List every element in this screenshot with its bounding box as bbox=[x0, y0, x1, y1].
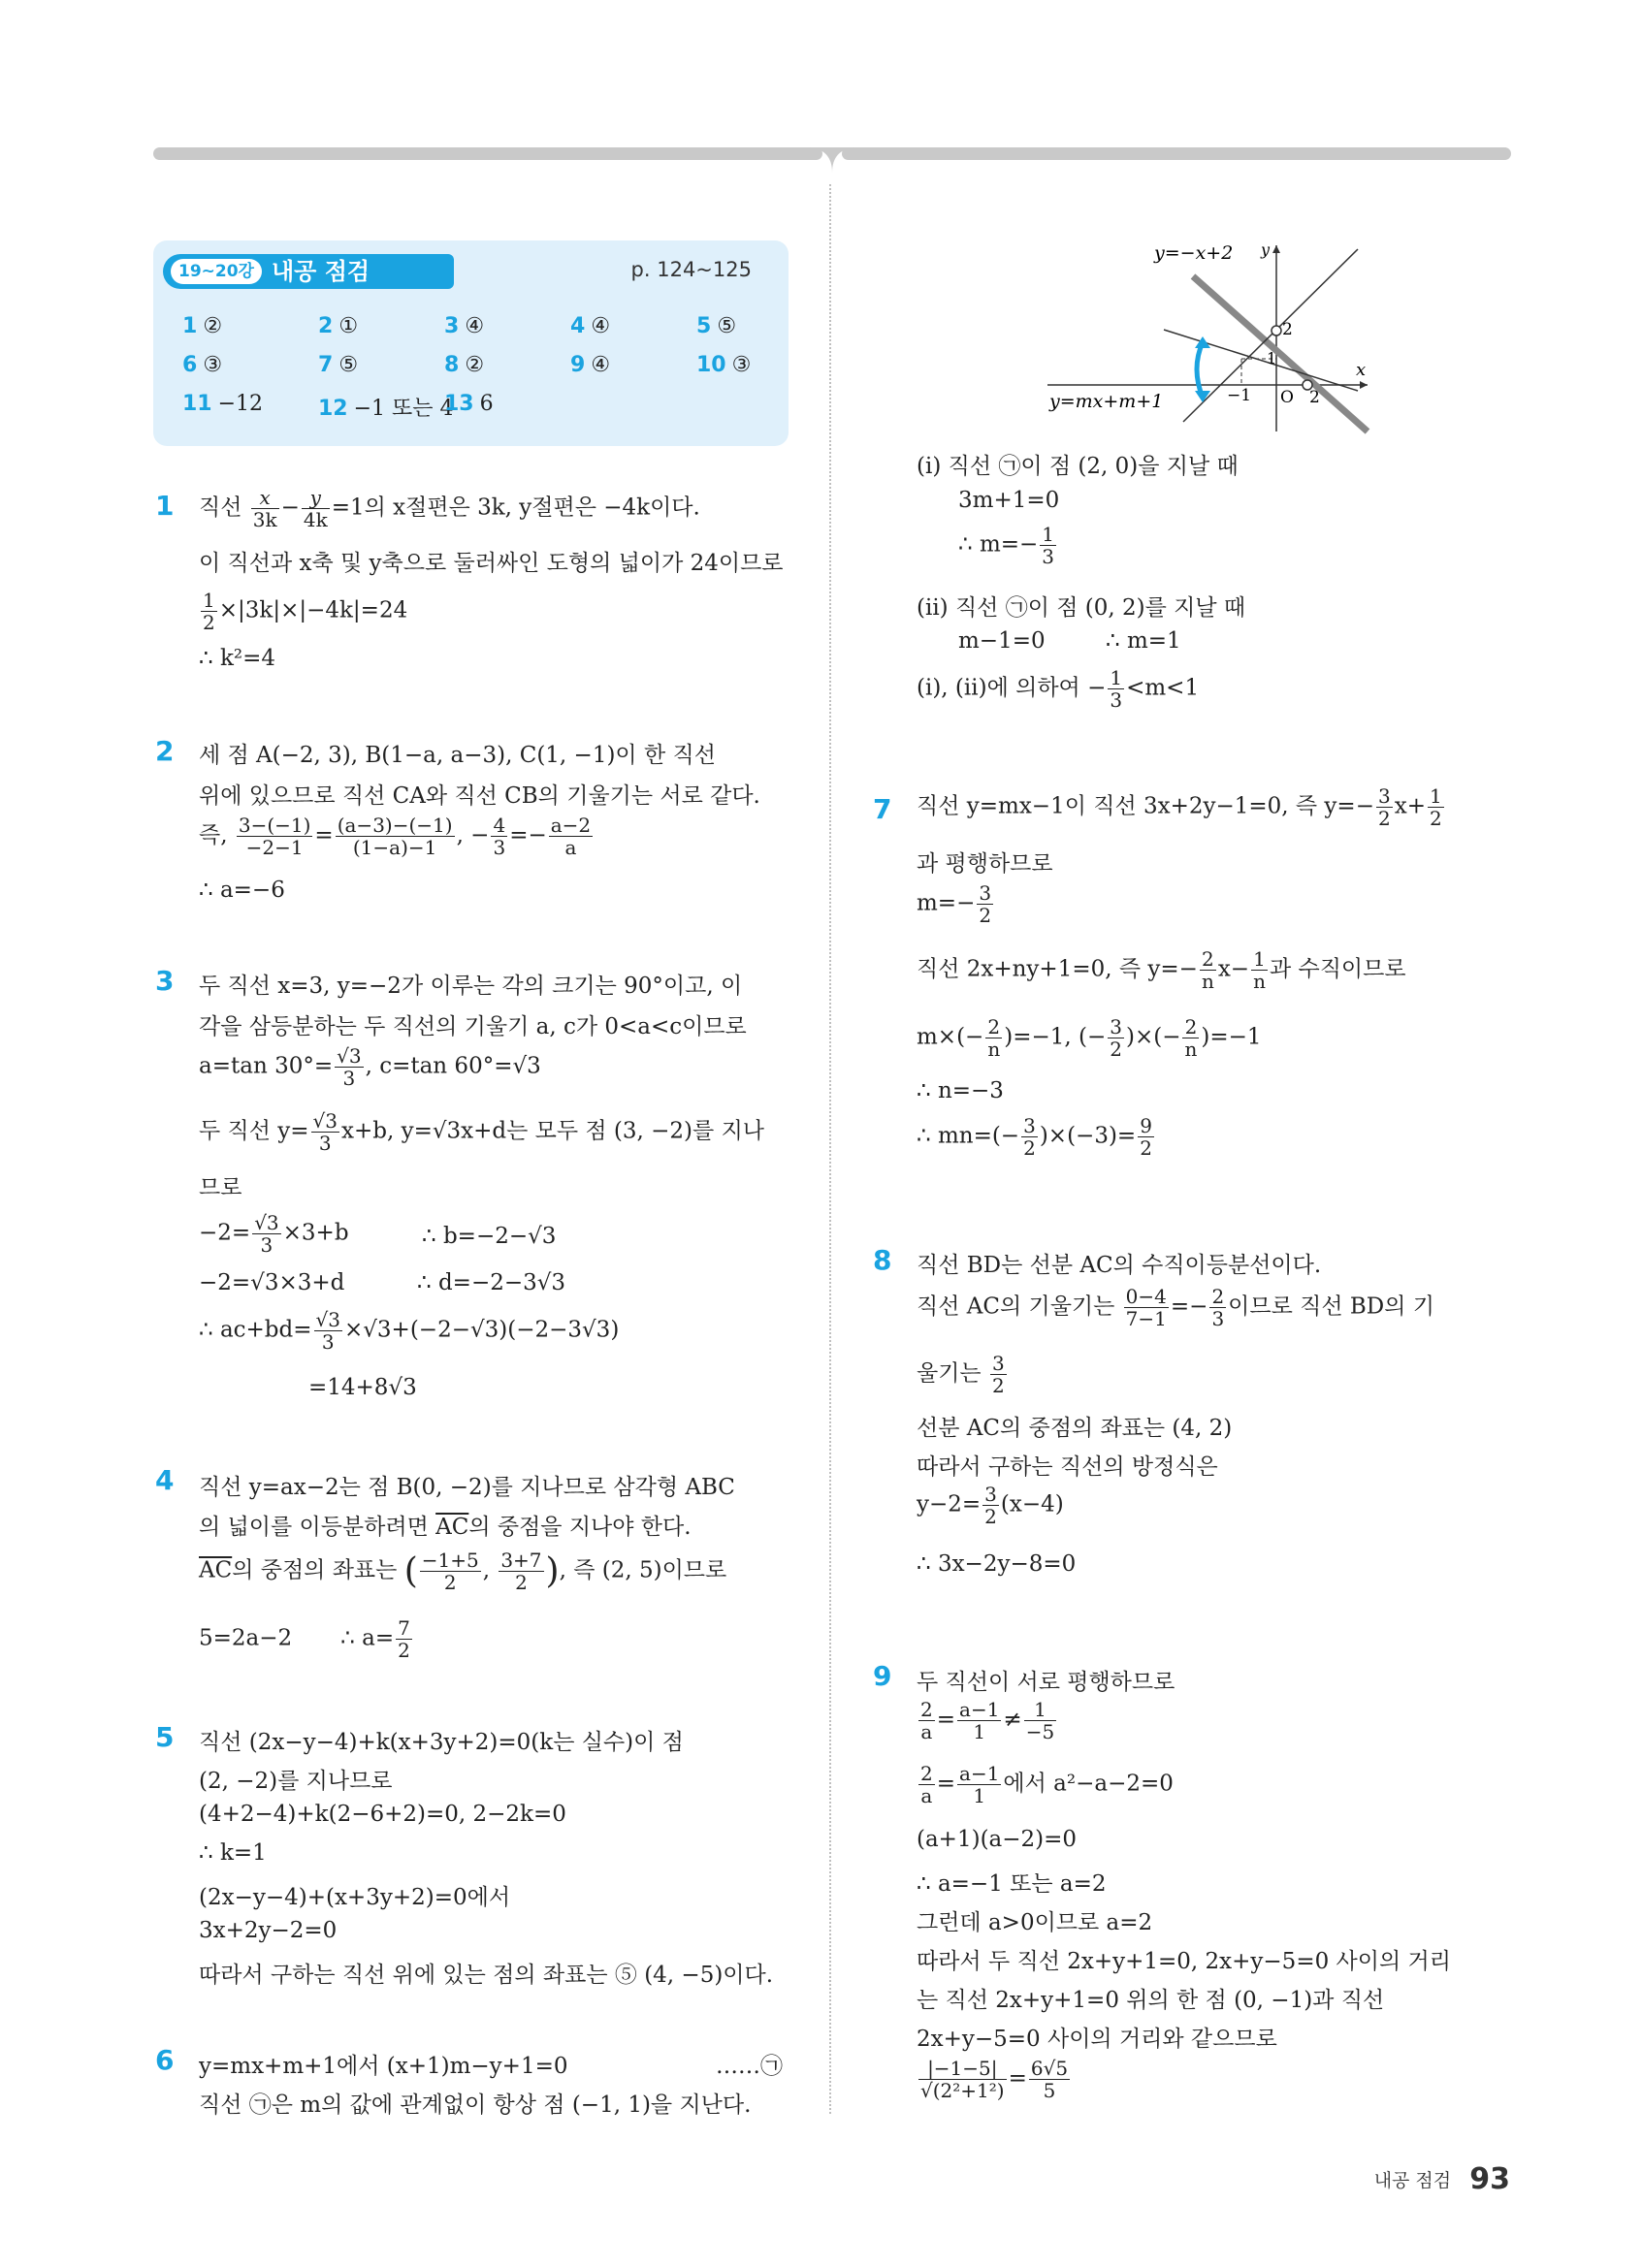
p6-r2: 3m+1=0 bbox=[958, 488, 1060, 513]
p2-line1: 세 점 A(−2, 3), B(1−a, a−3), C(1, −1)이 한 직선 bbox=[199, 743, 716, 768]
p3-line7-result: ∴ d=−2−3√3 bbox=[417, 1270, 566, 1295]
p3-line6: −2= $\frac{√3}{3}$ ×3+b bbox=[199, 1211, 349, 1257]
answer-value: −12 bbox=[217, 392, 264, 416]
p1-line4: ∴ k²=4 bbox=[199, 646, 276, 671]
svg-text:−1: −1 bbox=[1227, 386, 1252, 405]
p4-line2: 의 넓이를 이등분하려면 $\overline{AC}$의 중점을 지나야 한다. bbox=[199, 1515, 692, 1540]
p9-line4: (a+1)(a−2)=0 bbox=[917, 1827, 1078, 1852]
answer-item bbox=[182, 353, 222, 377]
answer-item bbox=[182, 392, 263, 416]
answer-number: 11 bbox=[182, 392, 212, 416]
p2-line4: ∴ a=−6 bbox=[199, 878, 285, 903]
svg-text:O: O bbox=[1280, 388, 1294, 407]
answer-value: ⑤ bbox=[717, 314, 737, 338]
p8-line1: 직선 BD는 선분 AC의 수직이등분선이다. bbox=[917, 1253, 1322, 1278]
svg-text:2: 2 bbox=[1309, 388, 1320, 407]
p6-line2: 직선 ㉠은 m의 값에 관계없이 항상 점 (−1, 1)을 지난다. bbox=[199, 2092, 752, 2118]
p5-line3: (4+2−4)+k(2−6+2)=0, 2−2k=0 bbox=[199, 1802, 566, 1827]
answer-item bbox=[444, 392, 494, 416]
p3-line1: 두 직선 x=3, y=−2가 이루는 각의 크기는 90°이고, 이 bbox=[199, 974, 743, 999]
p9-line5: ∴ a=−1 또는 a=2 bbox=[917, 1871, 1107, 1897]
answer-item bbox=[318, 392, 454, 422]
section-title: 내공 점검 bbox=[272, 258, 370, 285]
answer-value: ④ bbox=[591, 353, 611, 377]
p6-r1: (ⅰ) 직선 ㉠이 점 (2, 0)을 지날 때 bbox=[917, 454, 1239, 479]
answer-item bbox=[696, 314, 736, 338]
answer-value: ⑤ bbox=[338, 353, 359, 377]
p4-line4: 5=2a−2 ∴ a= $\frac{7}{2}$ bbox=[199, 1616, 410, 1662]
p9-line8: 는 직선 2x+y+1=0 위의 한 점 (0, −1)과 직선 bbox=[917, 1988, 1385, 2013]
answer-value: ④ bbox=[465, 314, 485, 338]
p6-line1: y=mx+m+1에서 (x+1)m−y+1=0 bbox=[199, 2054, 568, 2079]
p9-line10: $\frac{|-1-5|}{\text{√(2²+1²)}}$ = $\frac{6√5}{5}$ bbox=[920, 2057, 1069, 2102]
answer-number: 9 bbox=[570, 353, 586, 377]
p6-line1-mark: ……㉠ bbox=[716, 2054, 783, 2079]
answer-item bbox=[570, 314, 610, 338]
answer-item bbox=[444, 314, 484, 338]
answer-value: ③ bbox=[203, 353, 223, 377]
p3-line5: 므로 bbox=[199, 1175, 242, 1200]
p8-line7: ∴ 3x−2y−8=0 bbox=[917, 1551, 1077, 1577]
p3-line7: −2=√3×3+d bbox=[199, 1270, 345, 1295]
answer-number: 7 bbox=[318, 353, 334, 377]
p7-line6: ∴ n=−3 bbox=[917, 1078, 1004, 1103]
page-number: 93 bbox=[1469, 2162, 1510, 2196]
p5-line2: (2, −2)를 지나므로 bbox=[199, 1769, 393, 1794]
p8-line5: 따라서 구하는 직선의 방정식은 bbox=[917, 1454, 1218, 1480]
page-reference: p. 124~125 bbox=[630, 258, 752, 281]
p4-line3: $\overline{AC}$의 중점의 좌표는 ( $\frac{-1+5}{2}$ , $\frac{3+7}{2}$ ), 즉 (2, 5)이므로 bbox=[199, 1549, 727, 1594]
problem-number: 5 bbox=[155, 1721, 175, 1753]
answer-item bbox=[182, 314, 222, 338]
answer-value: −1 또는 4 bbox=[353, 397, 454, 421]
p2-line3: 즉, $\frac{3-(-1)}{-2-1}$ = $\frac{(a-3)-(-1)}{(1-a)-1}$ , − $\frac{4}{3}$ =− $\frac{a-2}{a}$ bbox=[199, 814, 592, 859]
p7-line1: 직선 y=mx−1이 직선 3x+2y−1=0, 즉 y=− $\frac{3}{2}$ x+ $\frac{1}{2}$ bbox=[917, 784, 1442, 830]
p2-line2: 위에 있으므로 직선 CA와 직선 CB의 기울기는 서로 같다. bbox=[199, 783, 760, 809]
section-badge bbox=[163, 254, 454, 289]
answer-number: 5 bbox=[696, 314, 712, 338]
graph-label-top: y=−x+2 bbox=[1154, 242, 1234, 264]
svg-text:x: x bbox=[1356, 360, 1367, 380]
p7-line7: ∴ mn=(− $\frac{3}{2}$ )×(−3)= $\frac{9}{2}$ bbox=[917, 1114, 1152, 1160]
answer-number: 2 bbox=[318, 314, 334, 338]
p9-line2: $\frac{2}{a}$ = $\frac{a-1}{1}$ ≠ $\frac{1}{-5}$ bbox=[920, 1698, 1055, 1743]
answer-number: 4 bbox=[570, 314, 586, 338]
p3-line4: 두 직선 y= $\frac{√3}{3}$ x+b, y=√3x+d는 모두 점 (3, −2)를 지나 bbox=[199, 1109, 765, 1155]
answer-value: 6 bbox=[479, 392, 494, 416]
p1-line3: $\frac{1}{2}$ ×|3k|×|−4k|=24 bbox=[203, 589, 408, 634]
answer-number: 10 bbox=[696, 353, 726, 377]
p6-r5: m−1=0 bbox=[958, 628, 1046, 654]
graph-label-bottom: y=mx+m+1 bbox=[1049, 391, 1164, 412]
problem-number: 7 bbox=[873, 793, 892, 825]
problem-number: 3 bbox=[155, 965, 175, 997]
svg-text:1: 1 bbox=[1267, 349, 1277, 367]
p1-line2: 이 직선과 x축 및 y축으로 둘러싸인 도형의 넓이가 24이므로 bbox=[199, 551, 784, 576]
p7-line5: m×(− $\frac{2}{n}$ )=−1, (− $\frac{3}{2}$ )×(− $\frac{2}{n}$ )=−1 bbox=[917, 1015, 1262, 1061]
column-divider bbox=[829, 184, 831, 2114]
footer-label: 내공 점검 bbox=[1373, 2170, 1452, 2191]
answer-item bbox=[318, 353, 358, 377]
p5-line5: (2x−y−4)+(x+3y+2)=0에서 bbox=[199, 1885, 511, 1910]
p6-r6: (ⅰ), (ⅱ)에 의하여 − $\frac{1}{3}$ <m<1 bbox=[917, 666, 1200, 712]
p3-line6-result: ∴ b=−2−√3 bbox=[422, 1224, 557, 1249]
p6-r4: (ⅱ) 직선 ㉠이 점 (0, 2)를 지날 때 bbox=[917, 595, 1246, 621]
p5-line4: ∴ k=1 bbox=[199, 1840, 267, 1866]
p5-line7: 따라서 구하는 직선 위에 있는 점의 좌표는 ⑤ (4, −5)이다. bbox=[199, 1963, 774, 1988]
top-decoration-bar bbox=[153, 147, 1511, 161]
p3-line3: a=tan 30°= $\frac{√3}{3}$ , c=tan 60°=√3 bbox=[199, 1044, 541, 1090]
p8-line4: 선분 AC의 중점의 좌표는 (4, 2) bbox=[917, 1416, 1233, 1441]
p9-line6: 그런데 a>0이므로 a=2 bbox=[917, 1910, 1153, 1935]
p8-line3: 울기는 $\frac{3}{2}$ bbox=[917, 1352, 1005, 1397]
problem-number: 4 bbox=[155, 1464, 175, 1496]
svg-text:2: 2 bbox=[1282, 320, 1293, 339]
problem-number: 2 bbox=[155, 735, 175, 767]
problem-number: 6 bbox=[155, 2044, 175, 2076]
p1-line1: 직선 $\frac{x}{3k}$ − $\frac{y}{4k}$ =1의 x절편은 3k, y절편은 −4k이다. bbox=[199, 486, 700, 531]
p7-line4: 직선 2x+ny+1=0, 즉 y=− $\frac{2}{n}$ x− $\frac{1}{n}$ 과 수직이므로 bbox=[917, 947, 1406, 993]
svg-text:y: y bbox=[1261, 240, 1271, 259]
p4-line1: 직선 y=ax−2는 점 B(0, −2)를 지나므로 삼각형 ABC bbox=[199, 1475, 735, 1500]
p3-line9: =14+8√3 bbox=[308, 1375, 417, 1400]
answer-item bbox=[570, 353, 610, 377]
problem-number: 8 bbox=[873, 1244, 892, 1276]
answer-value: ③ bbox=[731, 353, 752, 377]
p9-line9: 2x+y−5=0 사이의 거리와 같으므로 bbox=[917, 2027, 1277, 2052]
p9-line7: 따라서 두 직선 2x+y+1=0, 2x+y−5=0 사이의 거리 bbox=[917, 1949, 1451, 1974]
answer-value: ② bbox=[203, 314, 223, 338]
answer-number: 8 bbox=[444, 353, 460, 377]
p6-graph bbox=[1047, 238, 1377, 436]
answer-value: ② bbox=[465, 353, 485, 377]
p3-line2: 각을 삼등분하는 두 직선의 기울기 a, c가 0<a<c이므로 bbox=[199, 1014, 747, 1039]
problem-number: 9 bbox=[873, 1660, 892, 1692]
page-footer bbox=[1374, 2162, 1510, 2196]
p6-r3: ∴ m=− $\frac{1}{3}$ bbox=[958, 523, 1055, 568]
answer-item bbox=[444, 353, 484, 377]
answer-value: ④ bbox=[591, 314, 611, 338]
p7-line3: m=− $\frac{3}{2}$ bbox=[917, 881, 992, 927]
answer-number: 12 bbox=[318, 397, 348, 421]
p5-line6: 3x+2y−2=0 bbox=[199, 1918, 338, 1943]
answer-item bbox=[696, 353, 751, 377]
p7-line2: 과 평행하므로 bbox=[917, 851, 1053, 877]
answer-summary-box bbox=[153, 240, 789, 446]
p6-r5-result: ∴ m=1 bbox=[1106, 628, 1181, 654]
lecture-range-badge: 19~20강 bbox=[171, 259, 262, 284]
answer-number: 6 bbox=[182, 353, 198, 377]
p8-line2: 직선 AC의 기울기는 $\frac{0-4}{7-1}$ =− $\frac{2}{3}$ 이므로 직선 BD의 기 bbox=[917, 1285, 1434, 1330]
p9-line1: 두 직선이 서로 평행하므로 bbox=[917, 1670, 1175, 1695]
answer-value: ① bbox=[338, 314, 359, 338]
p3-line8: ∴ ac+bd= $\frac{√3}{3}$ ×√3+(−2−√3)(−2−3√3) bbox=[199, 1308, 620, 1354]
p5-line1: 직선 (2x−y−4)+k(x+3y+2)=0(k는 실수)이 점 bbox=[199, 1730, 684, 1755]
answer-item bbox=[318, 314, 358, 338]
p9-line3: $\frac{2}{a}$ = $\frac{a-1}{1}$ 에서 a²−a−2=0 bbox=[920, 1762, 1174, 1807]
answer-number: 3 bbox=[444, 314, 460, 338]
p8-line6: y−2= $\frac{3}{2}$ (x−4) bbox=[917, 1483, 1064, 1528]
problem-number: 1 bbox=[155, 490, 175, 522]
answer-number: 13 bbox=[444, 392, 474, 416]
answer-number: 1 bbox=[182, 314, 198, 338]
